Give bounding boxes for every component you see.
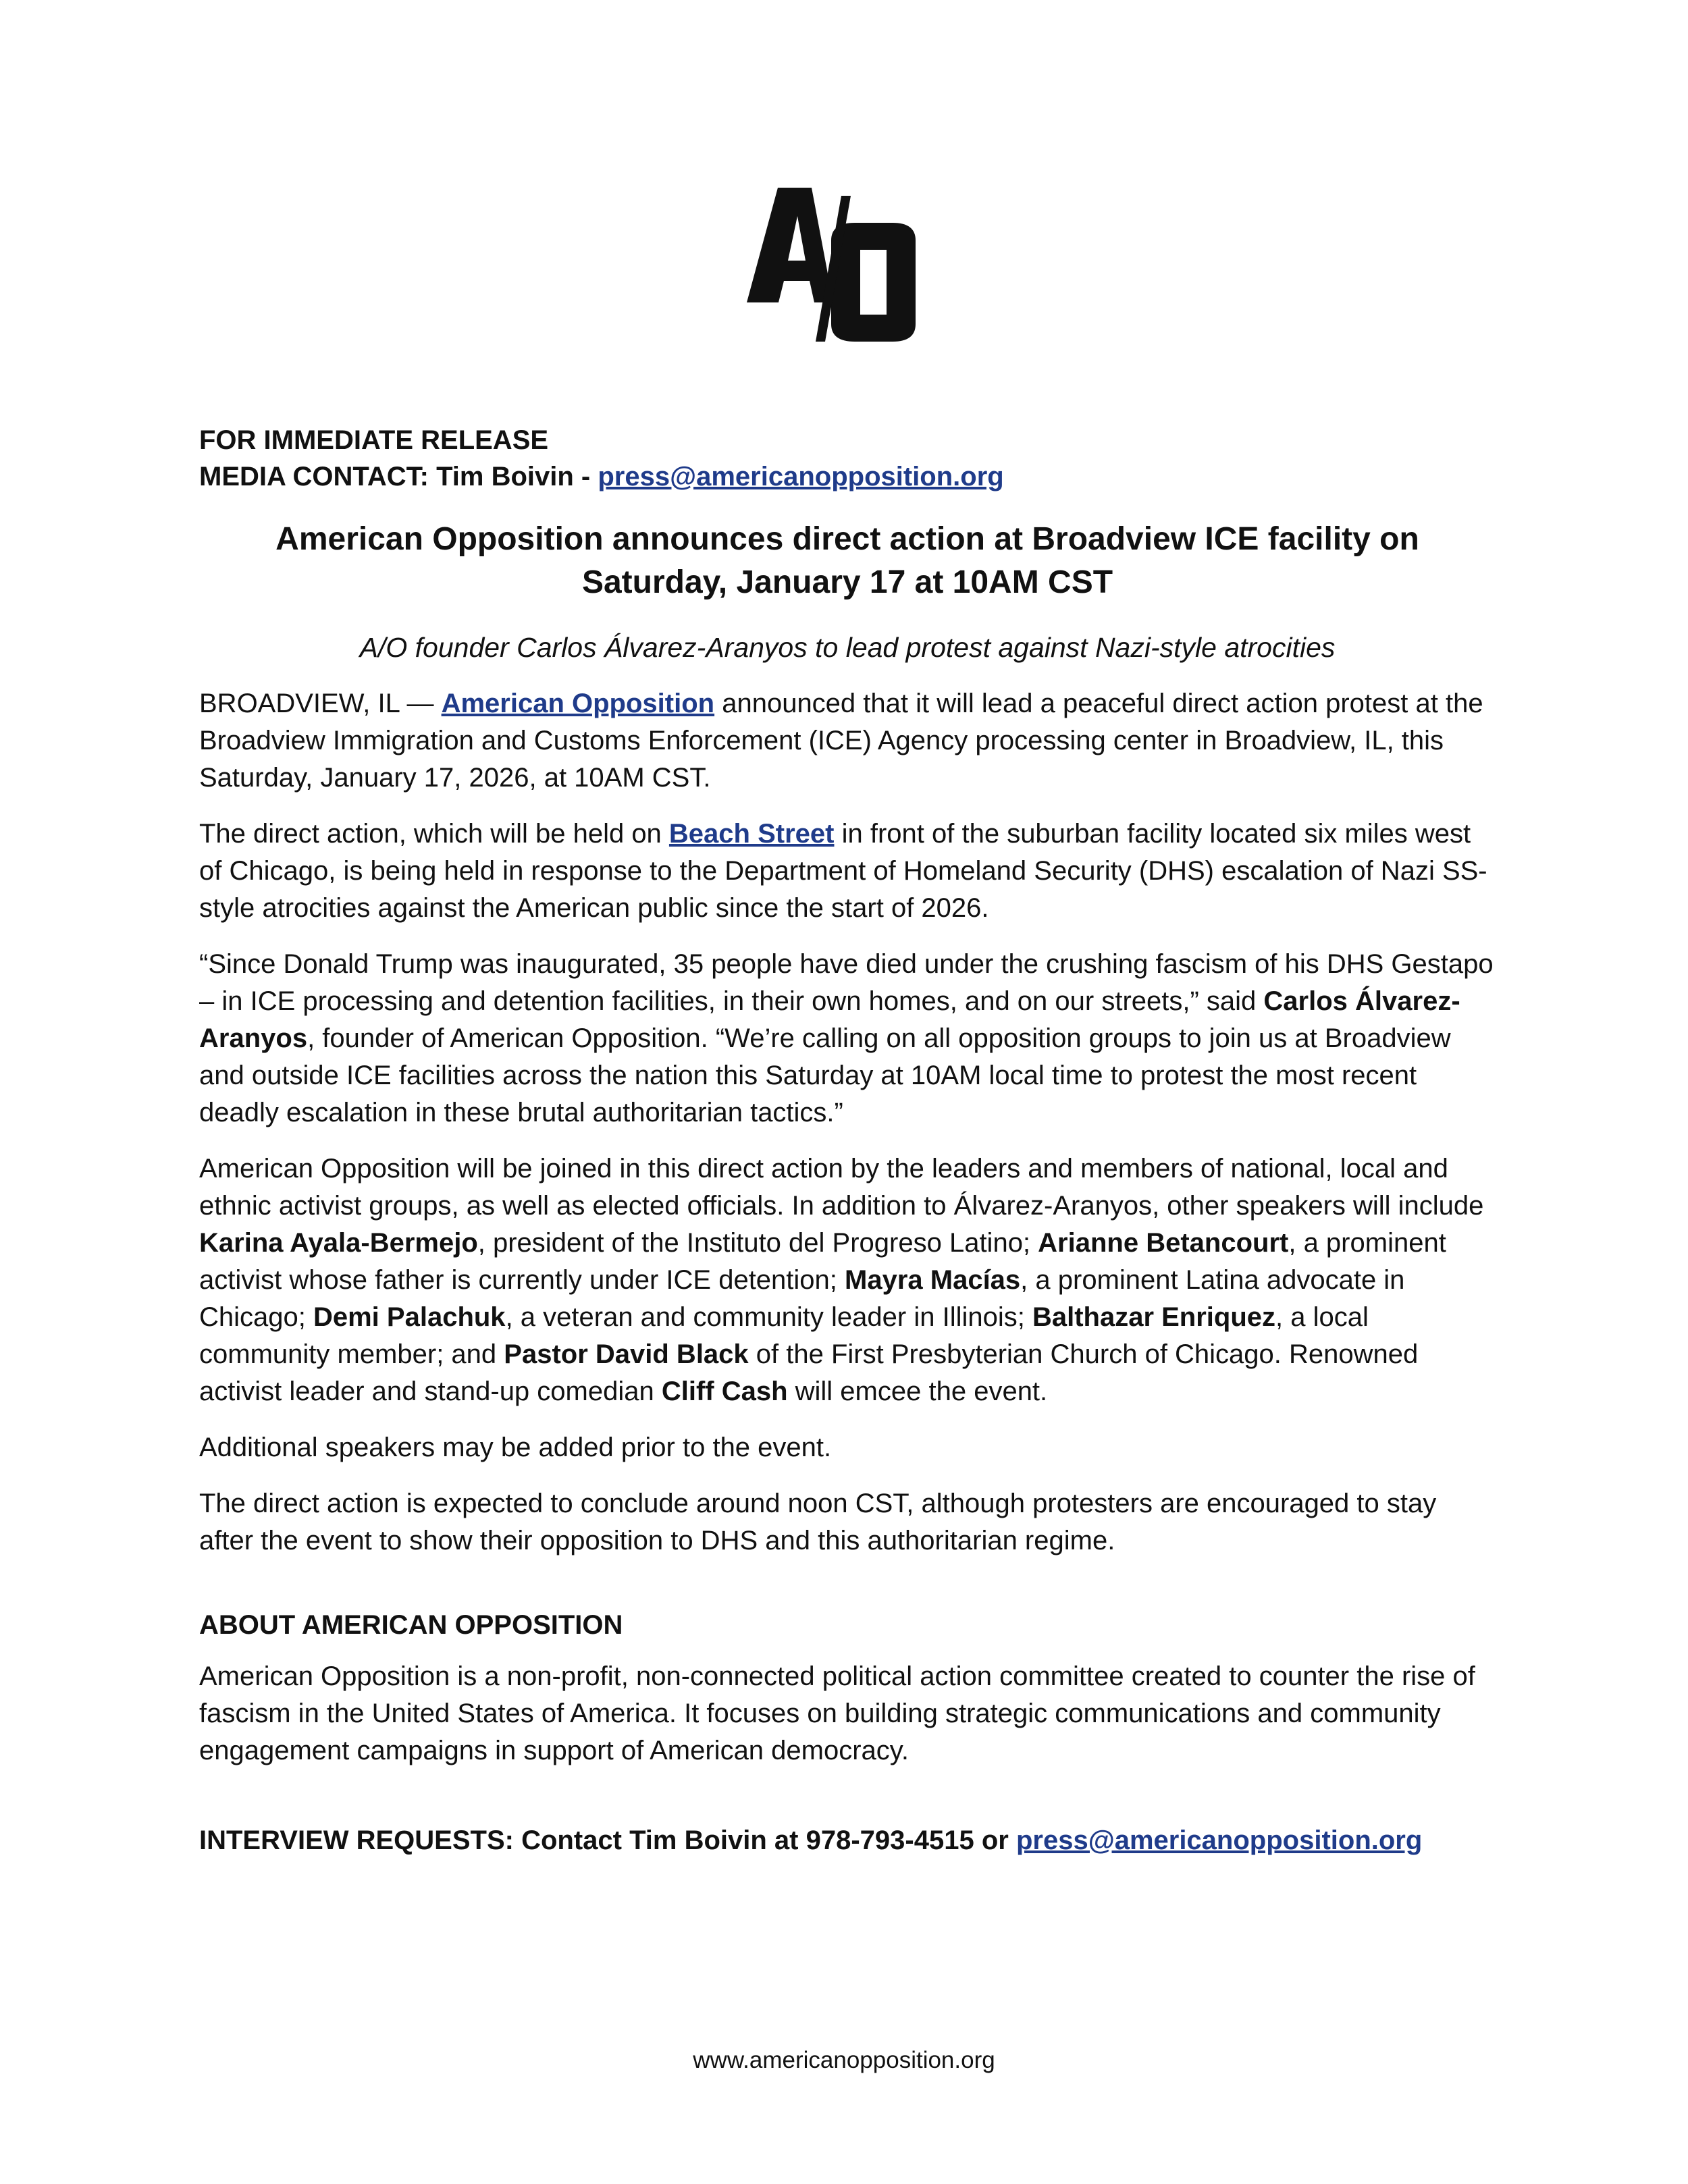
paragraph-2 [199, 816, 1496, 927]
speaker-name: Mayra Macías [845, 1265, 1021, 1295]
emcee-name: Cliff Cash [661, 1377, 788, 1406]
paragraph-1 [199, 685, 1496, 797]
interview-email-link[interactable]: press@americanopposition.org [1016, 1826, 1423, 1855]
headline-line-1: American Opposition announces direct action at Broadview ICE facility on [275, 521, 1419, 557]
speaker-name: Balthazar Enriquez [1032, 1302, 1276, 1332]
speaker-name: Pastor David Black [504, 1339, 749, 1369]
speakers-text: of the First Presbyterian Church of Chicago. Renowned activist leader and stand-up comedian [199, 1339, 1419, 1406]
press-release-body [199, 422, 1496, 1859]
paragraph-4-speakers [199, 1150, 1496, 1410]
speaker-name: Karina Ayala-Bermejo [199, 1228, 478, 1258]
paragraph-3-quote [199, 946, 1496, 1131]
speakers-text: , a veteran and community leader in Illinois; [505, 1302, 1032, 1332]
about-heading: ABOUT AMERICAN OPPOSITION [199, 1610, 623, 1640]
paragraph-6: The direct action is expected to conclude around noon CST, although protesters are encouraged to stay after the event to show their opposition to DHS and this authoritarian regime. [199, 1489, 1437, 1555]
release-label: FOR IMMEDIATE RELEASE [199, 425, 549, 455]
paragraph-1-dateline: BROADVIEW, IL — [199, 689, 442, 718]
paragraph-5: Additional speakers may be added prior to the event. [199, 1433, 832, 1462]
speakers-text: will emcee the event. [787, 1377, 1048, 1406]
paragraph-2-text-end: in front of the suburban facility located six miles west of Chicago, is being held in response to the Department of Homeland Security (DHS) escalation of Nazi SS-style atrocities against the American public since the start of 2026. [199, 819, 1487, 923]
speakers-text: , president of the Instituto del Progreso Latino; [477, 1228, 1038, 1258]
interview-requests [199, 1822, 1496, 1859]
subheadline: A/O founder Carlos Álvarez-Aranyos to lead protest against Nazi-style atrocities [359, 632, 1336, 663]
about-text: American Opposition is a non-profit, non-connected political action committee created to counter the rise of fascism in the United States of America. It focuses on building strategic communications and community engagement campaigns in support of American democracy. [199, 1661, 1475, 1765]
speakers-text: , a prominent Latina advocate in Chicago; [199, 1265, 1405, 1332]
headline [199, 518, 1496, 604]
quote-text-start: “Since Donald Trump was inaugurated, 35 people have died under the crushing fascism of his DHS Gestapo – in ICE processing and detention facilities, in their own homes, and on our streets,” said [199, 949, 1494, 1016]
media-contact-email-link[interactable]: press@americanopposition.org [598, 462, 1004, 491]
quote-speaker-name: Carlos Álvarez-Aranyos [199, 986, 1460, 1053]
paragraph-2-text-start: The direct action, which will be held on [199, 819, 669, 849]
speakers-text: , a prominent activist whose father is currently under ICE detention; [199, 1228, 1446, 1295]
paragraph-1-text: announced that it will lead a peaceful direct action protest at the Broadview Immigration and Customs Enforcement (ICE) Agency processing center in Broadview, IL, this Saturday, January 17, 2026, at 10AM CST. [199, 689, 1483, 793]
beach-street-link[interactable]: Beach Street [668, 819, 835, 849]
media-contact-label: MEDIA CONTACT: Tim Boivin - [199, 462, 598, 491]
headline-line-2: Saturday, January 17 at 10AM CST [581, 564, 1113, 600]
speakers-text: American Opposition will be joined in this direct action by the leaders and members of national, local and ethnic activist groups, as well as elected officials. In addition to Álvarez-Aranyos, other speakers will include [199, 1154, 1484, 1221]
american-opposition-logo [747, 188, 916, 342]
interview-requests-text: INTERVIEW REQUESTS: Contact Tim Boivin at 978-793-4515 or [199, 1826, 1016, 1855]
media-contact [199, 458, 1496, 495]
speaker-name: Arianne Betancourt [1038, 1228, 1289, 1258]
footer-website[interactable]: www.americanopposition.org [693, 2047, 995, 2073]
speakers-text: , a local community member; and [199, 1302, 1369, 1369]
quote-text-end: , founder of American Opposition. “We’re calling on all opposition groups to join us at Broadview and outside ICE facilities across the nation this Saturday at 10AM local time to protest the most recent deadly escalation in these brutal authoritarian tactics.” [199, 1023, 1451, 1127]
american-opposition-link[interactable]: American Opposition [441, 689, 715, 718]
speaker-name: Demi Palachuk [313, 1302, 506, 1332]
